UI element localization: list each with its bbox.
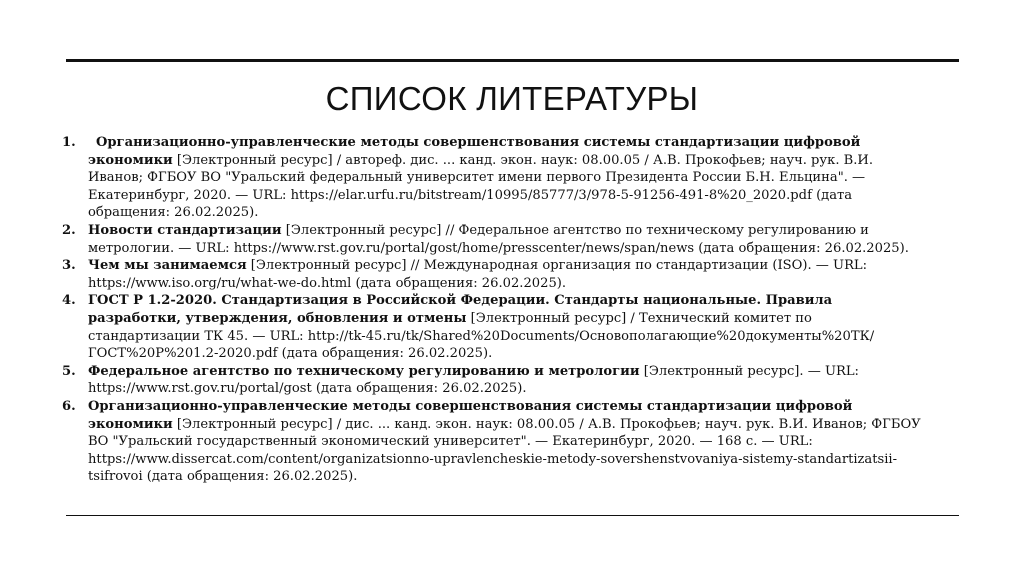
reference-item-6 (62, 398, 928, 486)
reference-details: [Электронный ресурс] / дис. ... канд. экон. наук: 08.00.05 / А.В. Прокофьев; науч. рук. В.И. Иванов; ФГБОУ ВО "Уральский государственный экономический университет". — Екатеринбург, 2020. — 168 с. — URL: https://www.dissercat.com/content/organizatsionno-upravlencheskie-metody-sovershenstvovaniya-sistemy-standartizatsii-tsifrovoi (дата обращения: 26.02.2025). (88, 416, 921, 485)
reference-item-2 (62, 222, 928, 257)
reference-number: 4. (62, 293, 76, 309)
reference-title: Чем мы занимаемся (88, 258, 247, 274)
reference-number: 6. (62, 398, 76, 414)
reference-title: ГОСТ Р 1.2-2020. Стандартизация в Российской Федерации. Стандарты национальные. Правила разработки, утверждения, обновления и отмены (88, 293, 833, 326)
top-rule (66, 59, 959, 62)
slide-title: СПИСОК ЛИТЕРАТУРЫ (325, 80, 699, 117)
reference-number: 2. (62, 222, 76, 238)
reference-details: [Электронный ресурс] / автореф. дис. ... канд. экон. наук: 08.00.05 / А.В. Прокофьев; науч. рук. В.И. Иванов; ФГБОУ ВО "Уральский федеральный университет имени первого Президента России Б.Н. Ельцина". — Екатеринбург, 2020. — URL: https://elar.urfu.ru/bitstream/10995/85777/3/978-5-91256-491-8%20_2020.pdf (дата обращения: 26.02.2025). (88, 152, 874, 221)
reference-title: Организационно-управленческие методы совершенствования системы стандартизации цифровой экономики (88, 135, 861, 168)
reference-title: Новости стандартизации (88, 222, 282, 238)
reference-list (62, 134, 928, 486)
reference-item-5 (62, 363, 928, 398)
reference-details: [Электронный ресурс]. — URL: https://www.rst.gov.ru/portal/gost (дата обращения: 26.02.2025). (88, 363, 859, 397)
reference-details: [Электронный ресурс] // Международная организация по стандартизации (ISO). — URL: https://www.iso.org/ru/what-we-do.html (дата обращения: 26.02.2025). (88, 258, 868, 291)
reference-number: 1. (62, 135, 76, 150)
reference-title: Организационно-управленческие методы совершенствования системы стандартизации цифровой экономики (88, 398, 853, 432)
reference-item-1 (62, 134, 928, 222)
reference-number: 5. (62, 363, 76, 379)
reference-item-4 (62, 292, 928, 362)
reference-number: 3. (62, 258, 76, 274)
reference-title: Федеральное агентство по техническому регулированию и метрологии (88, 363, 640, 379)
reference-details: [Электронный ресурс] // Федеральное агентство по техническому регулированию и метрологии. — URL: https://www.rst.gov.ru/portal/gost/home/presscenter/news/span/news (дата обращения: 26.02.2025). (88, 222, 909, 256)
reference-details: [Электронный ресурс] / Технический комитет по стандартизации ТК 45. — URL: http://tk-45.ru/tk/Shared%20Documents/Основополагающие%20документы%20ТК/ГОСТ%20Р%201.2-2020.pdf (дата обращения: 26.02.2025). (88, 310, 875, 362)
bottom-rule (66, 515, 959, 516)
reference-item-3 (62, 257, 928, 292)
